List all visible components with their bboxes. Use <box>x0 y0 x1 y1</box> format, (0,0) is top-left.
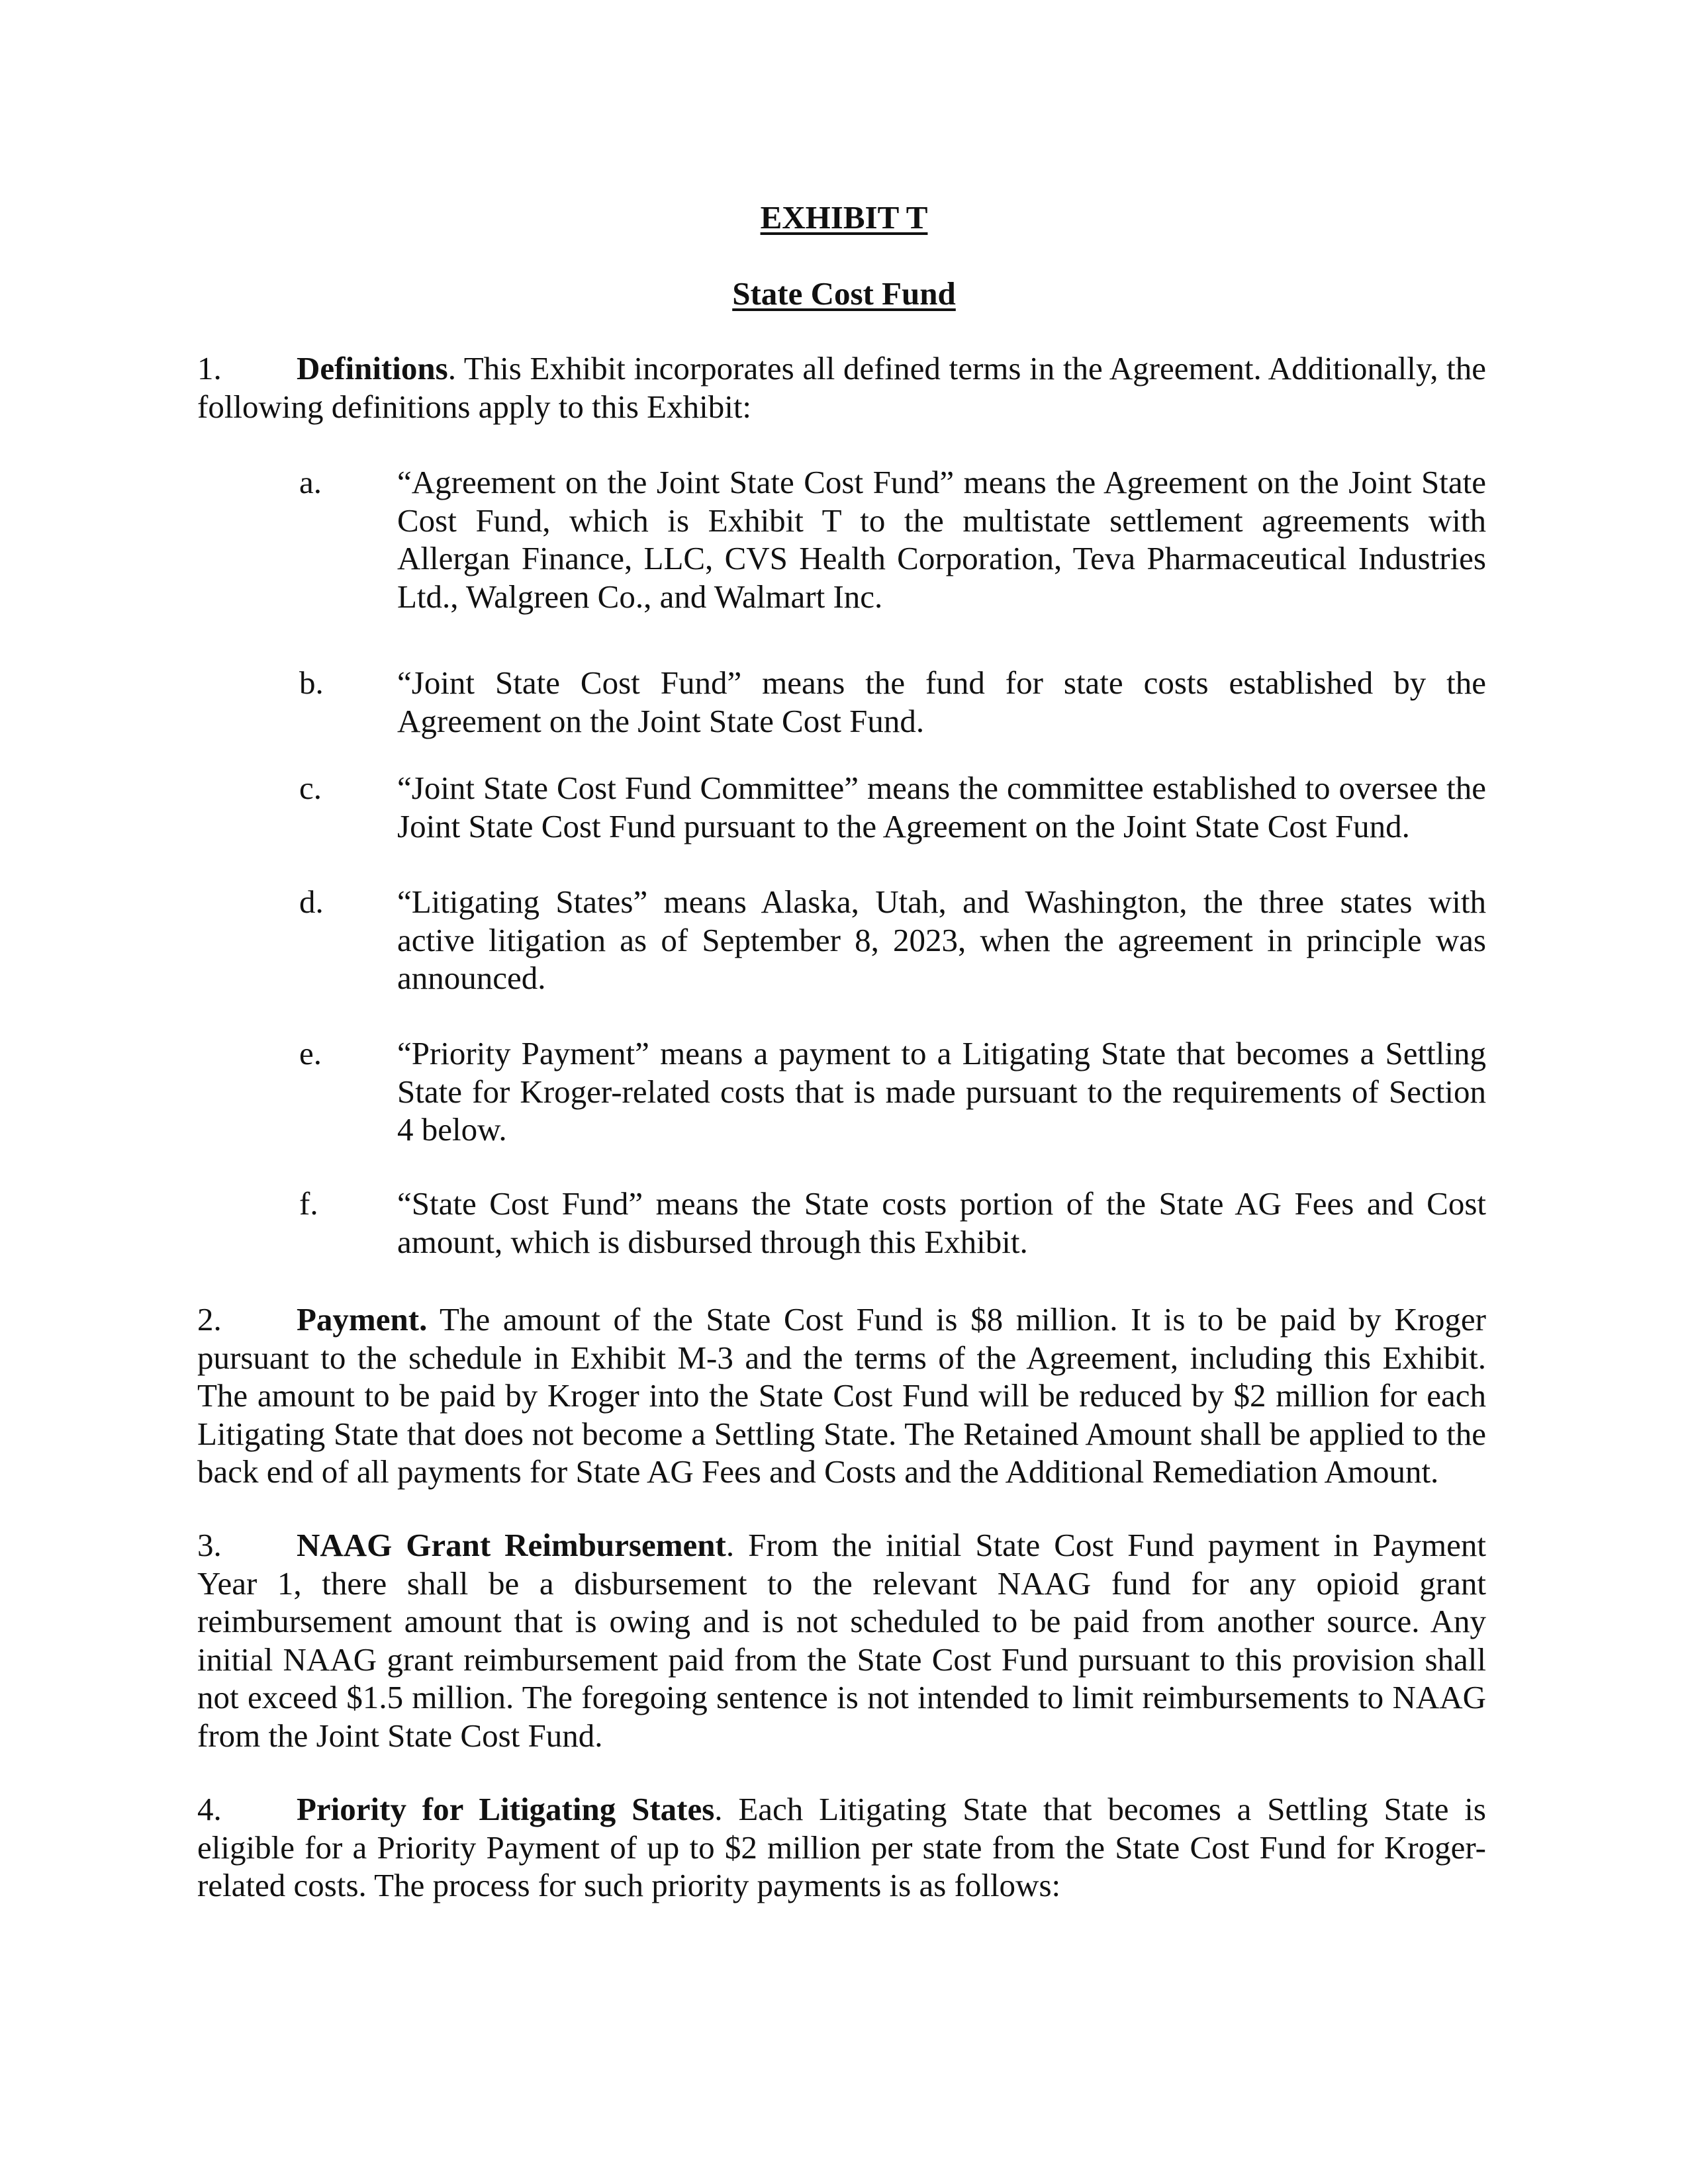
definition-text: “Joint State Cost Fund Committee” means the committee established to oversee the Joint State Cost Fund pursuant to the Agreement on the Joint State Cost Fund. <box>397 770 1486 844</box>
definition-letter: a. <box>299 464 322 500</box>
section-text: . This Exhibit incorporates all defined terms in the Agreement. Additionally, the following definitions apply to this Exhibit: <box>197 350 1486 425</box>
section-number: 2. <box>197 1301 222 1338</box>
definition-text: “Joint State Cost Fund” means the fund for state costs established by the Agreement on the Joint State Cost Fund. <box>397 664 1486 739</box>
section-heading: Priority for Litigating States <box>297 1791 715 1827</box>
section-text: . From the initial State Cost Fund payment in Payment Year 1, there shall be a disbursement to the relevant NAAG fund for any opioid grant reimbursement amount that is owing and is not scheduled to be paid from another source. Any initial NAAG grant reimbursement paid from the State Cost Fund pursuant to this provision shall not exceed $1.5 million. The foregoing sentence is not intended to limit reimbursements to NAAG from the Joint State Cost Fund. <box>197 1527 1486 1754</box>
section-number: 4. <box>197 1791 222 1827</box>
section-heading: NAAG Grant Reimbursement <box>297 1527 726 1563</box>
section-heading: Payment. <box>297 1301 428 1338</box>
definition-letter: c. <box>299 770 322 806</box>
section-number: 3. <box>197 1527 222 1563</box>
definition-letter: d. <box>299 884 324 920</box>
definition-letter: e. <box>299 1035 322 1071</box>
definition-text: “State Cost Fund” means the State costs portion of the State AG Fees and Cost amount, which is disbursed through this Exhibit. <box>397 1185 1486 1260</box>
section-heading: Definitions <box>297 350 448 387</box>
section-text: The amount of the State Cost Fund is $8 million. It is to be paid by Kroger pursuant to the schedule in Exhibit M-3 and the terms of the Agreement, including this Exhibit. The amount to be paid by Kroger into the State Cost Fund will be reduced by $2 million for each Litigating State that does not become a Settling State. The Retained Amount shall be applied to the back end of all payments for State AG Fees and Costs and the Additional Remediation Amount. <box>197 1301 1486 1490</box>
exhibit-title: EXHIBIT T <box>760 199 928 236</box>
definition-text: “Litigating States” means Alaska, Utah, and Washington, the three states with active litigation as of September 8, 2023, when the agreement in principle was announced. <box>397 884 1486 996</box>
section-text: . Each Litigating State that becomes a Settling State is eligible for a Priority Payment of up to $2 million per state from the State Cost Fund for Kroger-related costs. The process for such priority payments is as follows: <box>197 1791 1486 1903</box>
section-naag-grant <box>197 1526 1486 1754</box>
section-priority <box>197 1790 1486 1905</box>
definition-text: “Priority Payment” means a payment to a Litigating State that becomes a Settling State for Kroger-related costs that is made pursuant to the requirements of Section 4 below. <box>397 1035 1486 1148</box>
section-payment <box>197 1300 1486 1491</box>
definition-letter: f. <box>299 1185 318 1222</box>
definition-text: “Agreement on the Joint State Cost Fund” means the Agreement on the Joint State Cost Fund, which is Exhibit T to the multistate settlement agreements with Allergan Finance, LLC, CVS Health Corporation, Teva Pharmaceutical Industries Ltd., Walgreen Co., and Walmart Inc. <box>397 464 1486 615</box>
section-number: 1. <box>197 350 222 387</box>
fund-title: State Cost Fund <box>732 275 956 312</box>
section-definitions <box>197 349 1486 426</box>
definition-letter: b. <box>299 664 324 701</box>
